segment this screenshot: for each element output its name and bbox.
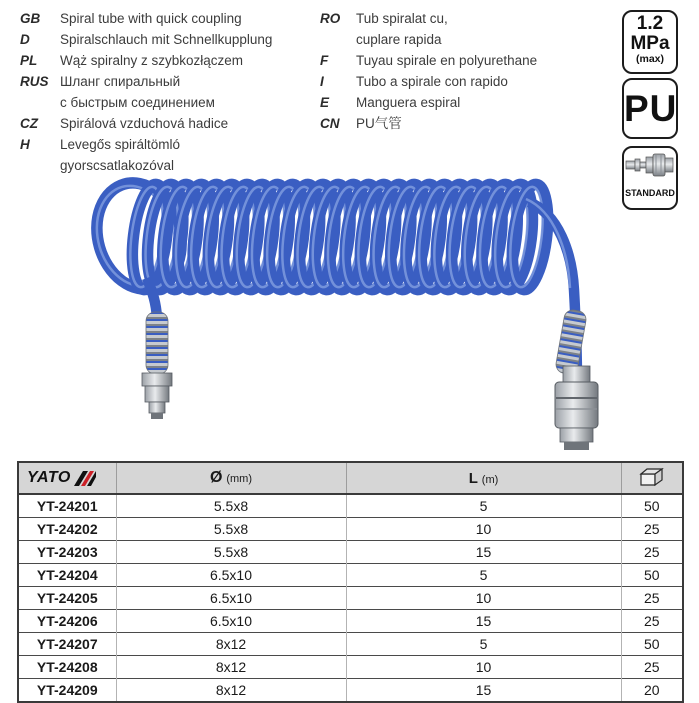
lang-row: [320, 50, 610, 71]
lang-text: Tuyau spirale en polyurethane: [356, 53, 538, 68]
length-value: 5: [346, 494, 621, 518]
length-header-cell: [346, 462, 621, 494]
lang-code: RO: [320, 11, 341, 26]
spring-guard-right: [555, 309, 588, 376]
length-value: 10: [346, 656, 621, 679]
lang-row: [320, 71, 610, 92]
lang-text: Шланг спиральный: [60, 74, 181, 89]
length-unit: (m): [481, 473, 499, 486]
lang-code: H: [20, 137, 30, 152]
pressure-rating-badge: [622, 10, 678, 74]
lang-text: Spiral tube with quick coupling: [60, 11, 242, 26]
length-value: 15: [346, 541, 621, 564]
product-code: YT-24207: [18, 633, 116, 656]
lang-row: [20, 8, 310, 29]
plug-fitting-left: [142, 373, 172, 419]
table-row: [18, 656, 683, 679]
table-row: [18, 633, 683, 656]
lang-text: Spirálová vzduchová hadice: [60, 116, 229, 131]
product-table: [17, 461, 684, 703]
lang-code: PL: [20, 53, 38, 68]
lang-row: [320, 113, 610, 134]
diameter-symbol: Ø: [210, 469, 223, 486]
qty-value: 50: [621, 494, 683, 518]
air-quick-coupling-icon: [625, 148, 675, 182]
lang-text: Tub spiralat cu,: [356, 11, 448, 26]
lang-code: [20, 155, 60, 176]
qty-value: 25: [621, 518, 683, 541]
table-row: [18, 494, 683, 518]
length-symbol: L: [468, 469, 478, 487]
qty-value: 25: [621, 587, 683, 610]
lang-code: CN: [320, 116, 340, 131]
lang-row: [20, 92, 310, 113]
length-value: 5: [346, 564, 621, 587]
lang-text: PU气管: [356, 116, 402, 131]
lang-text: gyorscsatlakozóval: [60, 158, 175, 173]
table-row: [18, 564, 683, 587]
length-value: 10: [346, 587, 621, 610]
brand-header-cell: [18, 462, 116, 494]
diameter-value: 6.5x10: [116, 564, 346, 587]
lang-row: [20, 50, 310, 71]
pressure-unit: MPa: [630, 33, 670, 54]
qty-value: 20: [621, 679, 683, 703]
product-code: YT-24206: [18, 610, 116, 633]
table-row: [18, 587, 683, 610]
diameter-unit: (mm): [226, 473, 252, 485]
diameter-value: 5.5x8: [116, 541, 346, 564]
pressure-qualifier: (max): [635, 53, 664, 65]
qty-header-cell: [621, 462, 683, 494]
length-value: 15: [346, 679, 621, 703]
lang-text: Tubo a spirale con rapido: [356, 74, 508, 89]
standard-coupling-badge: [622, 146, 678, 210]
diameter-value: 8x12: [116, 633, 346, 656]
box-icon: [639, 467, 665, 487]
spring-guard-left: [146, 312, 168, 374]
standard-label: STANDARD: [625, 188, 675, 198]
qty-value: 25: [621, 656, 683, 679]
lang-row: [320, 8, 610, 29]
table-row: [18, 541, 683, 564]
length-value: 15: [346, 610, 621, 633]
qty-value: 25: [621, 541, 683, 564]
length-value: 5: [346, 633, 621, 656]
lang-row: [20, 134, 310, 155]
table-row: [18, 610, 683, 633]
product-code: YT-24209: [18, 679, 116, 703]
lang-row: [320, 92, 610, 113]
yato-logo-mark: [74, 471, 96, 486]
table-header-row: [18, 462, 683, 494]
hose-right-tail: [526, 199, 598, 450]
qty-value: 25: [621, 610, 683, 633]
diameter-value: 6.5x10: [116, 587, 346, 610]
diameter-value: 5.5x8: [116, 494, 346, 518]
yato-logo: YATO: [27, 469, 71, 486]
lang-code: [320, 29, 356, 50]
lang-row: [20, 113, 310, 134]
product-code: YT-24202: [18, 518, 116, 541]
quick-coupler-right: [555, 366, 598, 450]
material-badge: [622, 78, 678, 139]
lang-text: cuplare rapida: [356, 32, 442, 47]
lang-code: I: [320, 74, 324, 89]
language-list-right: [320, 8, 610, 134]
lang-text: Wąż spiralny z szybkozłączem: [60, 53, 244, 68]
lang-code: RUS: [20, 74, 49, 89]
lang-row: [20, 29, 310, 50]
product-code: YT-24204: [18, 564, 116, 587]
diameter-value: 5.5x8: [116, 518, 346, 541]
lang-code: CZ: [20, 116, 38, 131]
qty-value: 50: [621, 633, 683, 656]
lang-code: GB: [20, 11, 41, 26]
product-code: YT-24203: [18, 541, 116, 564]
diameter-header-cell: [116, 462, 346, 494]
lang-code: [20, 92, 60, 113]
lang-text: с быстрым соединением: [60, 95, 215, 110]
hose-left-loop: [85, 173, 194, 299]
lang-row: [320, 29, 610, 50]
product-code: YT-24208: [18, 656, 116, 679]
spiral-hose-image: [55, 160, 655, 460]
material-label: PU: [624, 88, 678, 129]
diameter-value: 6.5x10: [116, 610, 346, 633]
language-list-left: [20, 8, 310, 176]
product-code: YT-24205: [18, 587, 116, 610]
lang-code: E: [320, 95, 330, 110]
diameter-value: 8x12: [116, 679, 346, 703]
length-value: 10: [346, 518, 621, 541]
pressure-value: 1.2: [636, 13, 664, 34]
hose-coil: [125, 182, 552, 291]
table-row: [18, 679, 683, 703]
lang-text: Spiralschlauch mit Schnellkupplung: [60, 32, 273, 47]
diameter-value: 8x12: [116, 656, 346, 679]
qty-value: 50: [621, 564, 683, 587]
lang-code: D: [20, 32, 30, 47]
product-code: YT-24201: [18, 494, 116, 518]
lang-code: F: [320, 53, 329, 68]
lang-row: [20, 71, 310, 92]
lang-text: Manguera espiral: [356, 95, 461, 110]
hose-left-tail: [142, 278, 172, 419]
lang-row: [20, 155, 310, 176]
lang-text: Levegős spiráltömló: [60, 137, 181, 152]
table-row: [18, 518, 683, 541]
